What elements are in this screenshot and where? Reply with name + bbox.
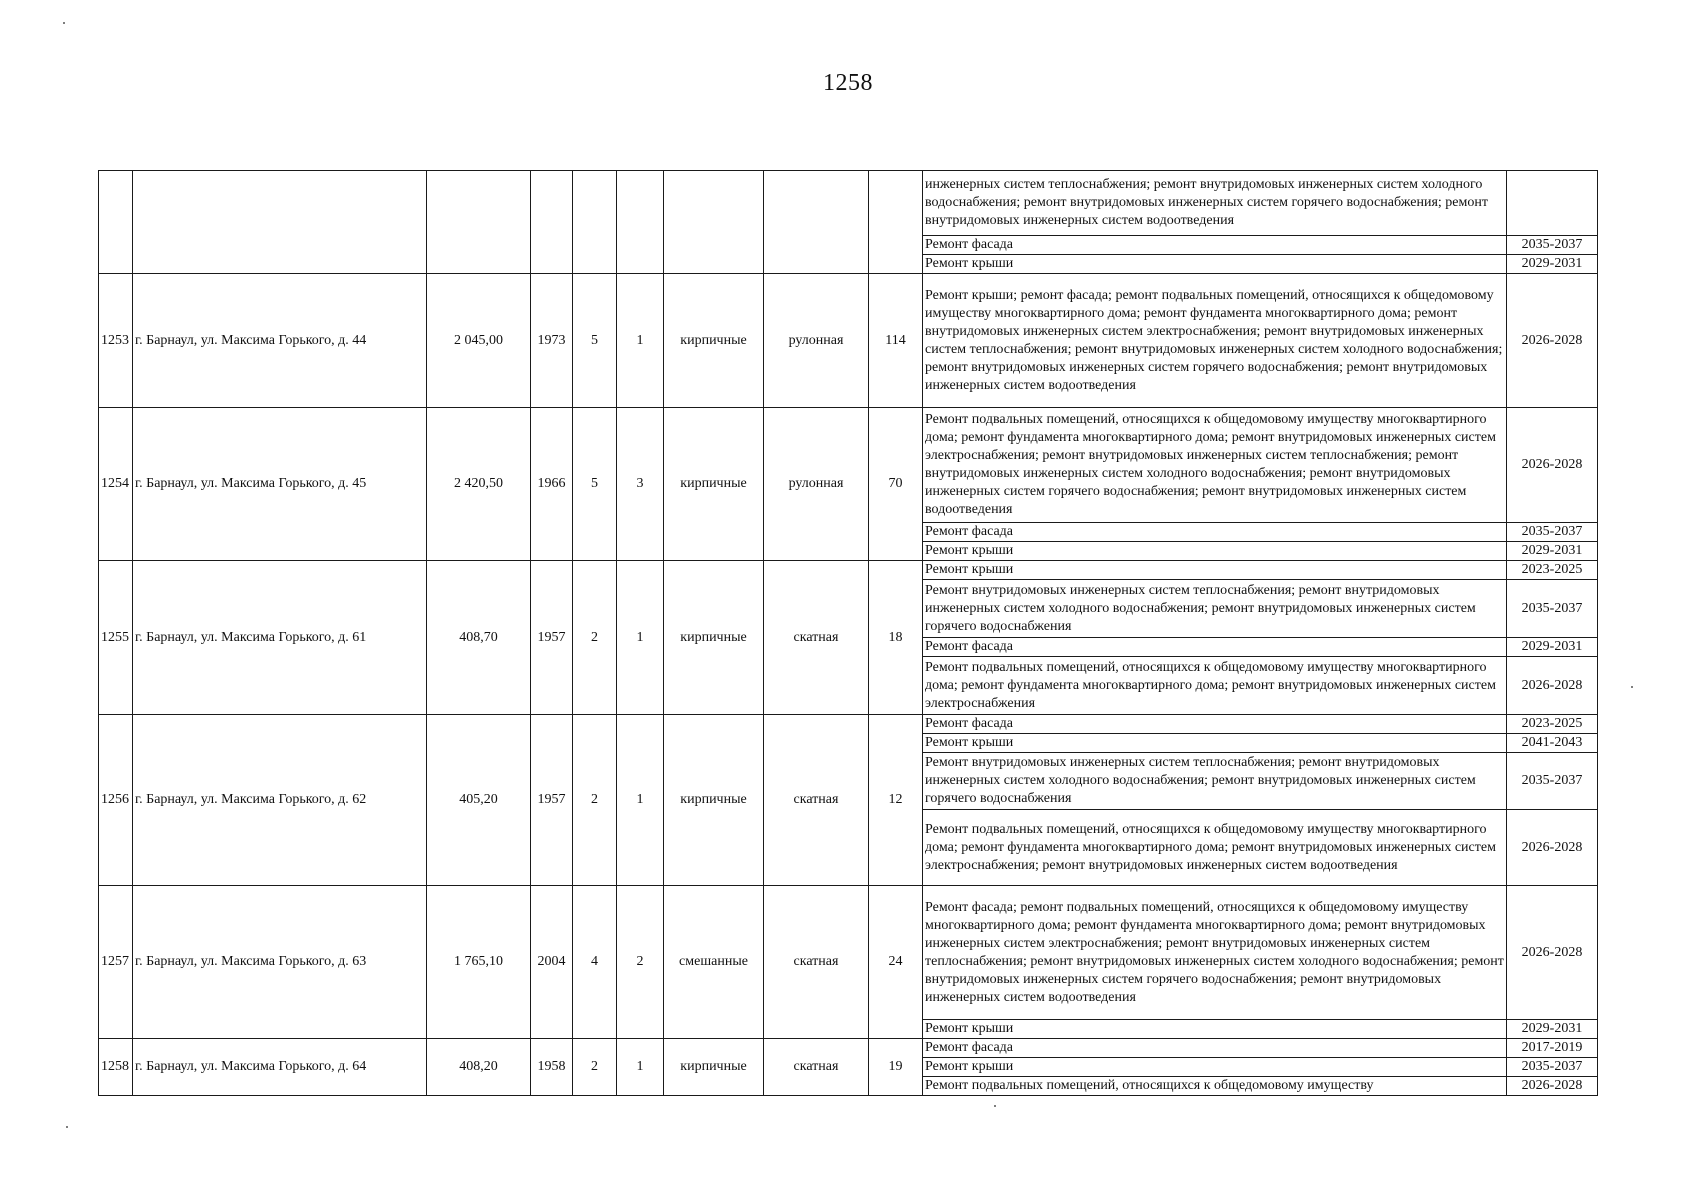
work-description-cell: Ремонт подвальных помещений, относящихся к общедомовому имуществу [923,1077,1507,1096]
entrances-cell: 1 [617,274,664,408]
roof-type-cell: скатная [764,561,869,715]
table-body [99,171,1598,1096]
floors-cell: 2 [573,1039,617,1096]
work-description-cell: Ремонт фасада [923,638,1507,657]
record-number-cell: 1258 [99,1039,133,1096]
work-period-cell: 2026-2028 [1507,657,1598,715]
residents-cell: 24 [869,886,923,1039]
area-cell: 2 420,50 [427,408,531,561]
work-description-cell: Ремонт крыши [923,542,1507,561]
roof-type-cell: скатная [764,1039,869,1096]
work-description-cell: Ремонт крыши [923,561,1507,580]
work-period-cell [1507,171,1598,236]
roof-type-cell: скатная [764,886,869,1039]
work-period-cell: 2035-2037 [1507,236,1598,255]
work-description-cell: Ремонт подвальных помещений, относящихся к общедомовому имуществу многоквартирного дома; ремонт фундамента многоквартирного дома; ремонт внутридомовых инженерных систем электроснабжения; ремонт внутридомовых инженерных систем водоотведения [923,810,1507,886]
record-number-cell: 1255 [99,561,133,715]
work-period-cell: 2026-2028 [1507,810,1598,886]
area-cell: 2 045,00 [427,274,531,408]
roof-type-cell [764,171,869,274]
work-description-cell: Ремонт фасада; ремонт подвальных помещений, относящихся к общедомовому имуществу многоквартирного дома; ремонт фундамента многоквартирного дома; ремонт внутридомовых инженерных систем электроснабжения; ремонт внутридомовых инженерных систем теплоснабжения; ремонт внутридомовых инженерных систем холодного водоснабжения; ремонт внутридомовых инженерных систем горячего водоснабжения; ремонт внутридомовых инженерных систем водоотведения [923,886,1507,1020]
wall-material-cell [664,171,764,274]
work-period-cell: 2029-2031 [1507,255,1598,274]
work-description-cell: инженерных систем теплоснабжения; ремонт внутридомовых инженерных систем холодного водоснабжения; ремонт внутридомовых инженерных систем горячего водоснабжения; ремонт внутридомовых инженерных систем водоотведения [923,171,1507,236]
work-description-cell: Ремонт подвальных помещений, относящихся к общедомовому имуществу многоквартирного дома; ремонт фундамента многоквартирного дома; ремонт внутридомовых инженерных систем электроснабжения; ремонт внутридомовых инженерных систем теплоснабжения; ремонт внутридомовых инженерных систем холодного водоснабжения; ремонт внутридомовых инженерных систем горячего водоснабжения; ремонт внутридомовых инженерных систем водоотведения [923,408,1507,523]
residents-cell: 12 [869,715,923,886]
entrances-cell: 1 [617,1039,664,1096]
year-cell: 1957 [531,715,573,886]
work-period-cell: 2026-2028 [1507,886,1598,1020]
area-cell: 1 765,10 [427,886,531,1039]
entrances-cell [617,171,664,274]
table-row [99,886,1598,1020]
residents-cell: 114 [869,274,923,408]
work-period-cell: 2029-2031 [1507,638,1598,657]
table-row [99,1039,1598,1058]
work-description-cell: Ремонт крыши [923,734,1507,753]
work-description-cell: Ремонт внутридомовых инженерных систем теплоснабжения; ремонт внутридомовых инженерных систем холодного водоснабжения; ремонт внутридомовых инженерных систем горячего водоснабжения [923,753,1507,810]
wall-material-cell: кирпичные [664,408,764,561]
roof-type-cell: рулонная [764,408,869,561]
work-description-cell: Ремонт крыши [923,1058,1507,1077]
work-description-cell: Ремонт подвальных помещений, относящихся к общедомовому имуществу многоквартирного дома; ремонт фундамента многоквартирного дома; ремонт внутридомовых инженерных систем электроснабжения [923,657,1507,715]
address-cell: г. Барнаул, ул. Максима Горького, д. 61 [133,561,427,715]
scan-speck [1631,686,1633,688]
work-description-cell: Ремонт фасада [923,236,1507,255]
work-period-cell: 2023-2025 [1507,715,1598,734]
area-cell: 408,20 [427,1039,531,1096]
work-description-cell: Ремонт внутридомовых инженерных систем теплоснабжения; ремонт внутридомовых инженерных систем холодного водоснабжения; ремонт внутридомовых инженерных систем горячего водоснабжения [923,580,1507,638]
year-cell: 1966 [531,408,573,561]
work-period-cell: 2026-2028 [1507,1077,1598,1096]
area-cell: 405,20 [427,715,531,886]
record-number-cell: 1256 [99,715,133,886]
roof-type-cell: рулонная [764,274,869,408]
work-description-cell: Ремонт фасада [923,1039,1507,1058]
residents-cell [869,171,923,274]
year-cell: 1957 [531,561,573,715]
residents-cell: 18 [869,561,923,715]
address-cell: г. Барнаул, ул. Максима Горького, д. 44 [133,274,427,408]
work-period-cell: 2023-2025 [1507,561,1598,580]
wall-material-cell: смешанные [664,886,764,1039]
residents-cell: 19 [869,1039,923,1096]
table-row [99,171,1598,236]
year-cell [531,171,573,274]
work-period-cell: 2041-2043 [1507,734,1598,753]
work-period-cell: 2035-2037 [1507,580,1598,638]
work-description-cell: Ремонт крыши [923,255,1507,274]
floors-cell: 5 [573,408,617,561]
table-row [99,561,1598,580]
floors-cell: 2 [573,715,617,886]
wall-material-cell: кирпичные [664,1039,764,1096]
work-period-cell: 2017-2019 [1507,1039,1598,1058]
work-description-cell: Ремонт фасада [923,523,1507,542]
capital-repair-table [98,170,1598,1096]
page-number: 1258 [823,70,873,96]
address-cell: г. Барнаул, ул. Максима Горького, д. 45 [133,408,427,561]
work-period-cell: 2029-2031 [1507,542,1598,561]
area-cell: 408,70 [427,561,531,715]
record-number-cell: 1257 [99,886,133,1039]
floors-cell [573,171,617,274]
floors-cell: 2 [573,561,617,715]
entrances-cell: 1 [617,561,664,715]
record-number-cell: 1253 [99,274,133,408]
entrances-cell: 2 [617,886,664,1039]
work-period-cell: 2026-2028 [1507,274,1598,408]
record-number-cell: 1254 [99,408,133,561]
floors-cell: 4 [573,886,617,1039]
scan-speck [994,1105,996,1107]
year-cell: 2004 [531,886,573,1039]
table-row [99,715,1598,734]
work-period-cell: 2035-2037 [1507,1058,1598,1077]
entrances-cell: 3 [617,408,664,561]
year-cell: 1958 [531,1039,573,1096]
area-cell [427,171,531,274]
scan-speck [66,1126,68,1128]
work-period-cell: 2035-2037 [1507,753,1598,810]
wall-material-cell: кирпичные [664,561,764,715]
address-cell: г. Барнаул, ул. Максима Горького, д. 63 [133,886,427,1039]
work-description-cell: Ремонт крыши [923,1020,1507,1039]
work-period-cell: 2026-2028 [1507,408,1598,523]
scan-speck [63,22,65,24]
address-cell: г. Барнаул, ул. Максима Горького, д. 62 [133,715,427,886]
residents-cell: 70 [869,408,923,561]
table-row [99,274,1598,408]
record-number-cell [99,171,133,274]
table-row [99,408,1598,523]
year-cell: 1973 [531,274,573,408]
wall-material-cell: кирпичные [664,274,764,408]
entrances-cell: 1 [617,715,664,886]
address-cell: г. Барнаул, ул. Максима Горького, д. 64 [133,1039,427,1096]
work-description-cell: Ремонт крыши; ремонт фасада; ремонт подвальных помещений, относящихся к общедомовому имуществу многоквартирного дома; ремонт фундамента многоквартирного дома; ремонт внутридомовых инженерных систем электроснабжения; ремонт внутридомовых инженерных систем теплоснабжения; ремонт внутридомовых инженерных систем холодного водоснабжения; ремонт внутридомовых инженерных систем горячего водоснабжения; ремонт внутридомовых инженерных систем водоотведения [923,274,1507,408]
roof-type-cell: скатная [764,715,869,886]
floors-cell: 5 [573,274,617,408]
address-cell [133,171,427,274]
wall-material-cell: кирпичные [664,715,764,886]
work-period-cell: 2035-2037 [1507,523,1598,542]
work-description-cell: Ремонт фасада [923,715,1507,734]
work-period-cell: 2029-2031 [1507,1020,1598,1039]
